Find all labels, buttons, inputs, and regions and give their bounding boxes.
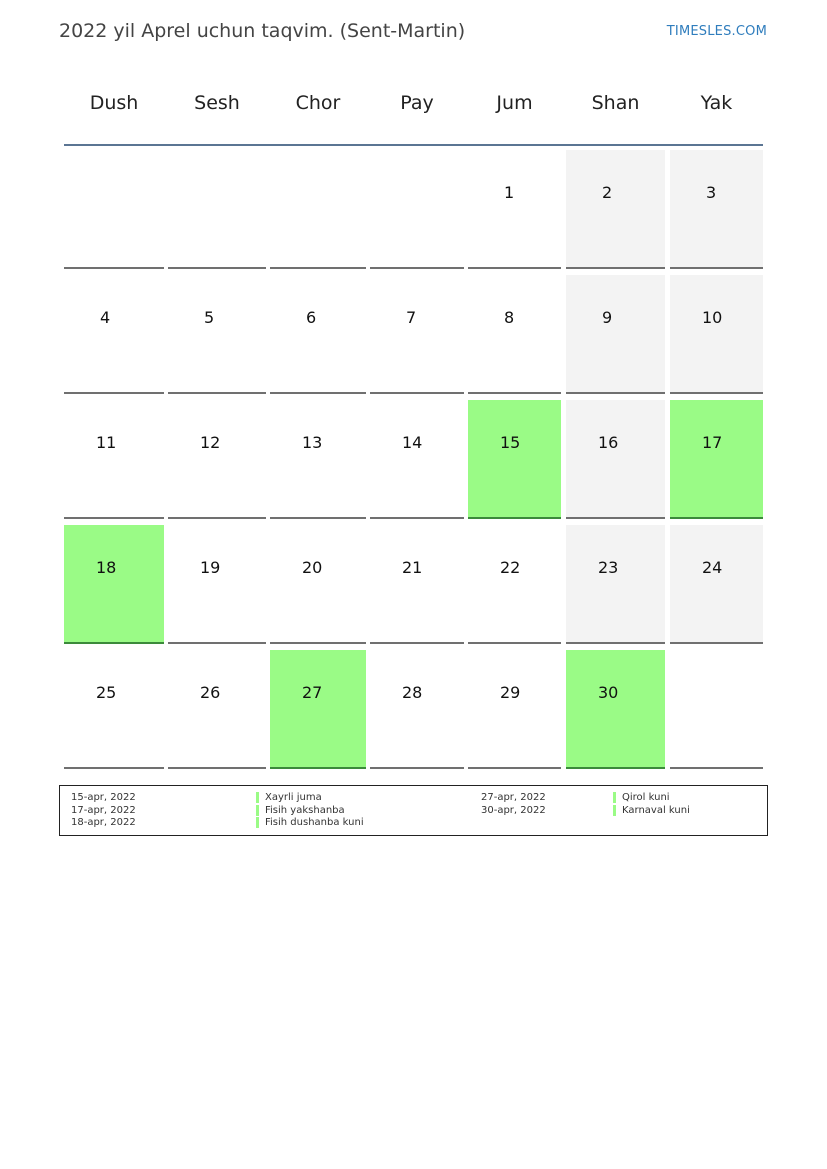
empty-day-cell bbox=[64, 150, 164, 269]
weekday-mon: Dush bbox=[89, 92, 139, 114]
day-cell bbox=[168, 275, 266, 394]
day-number: 30 bbox=[598, 683, 619, 702]
day-cell bbox=[270, 650, 366, 769]
empty-day-cell bbox=[370, 150, 464, 269]
day-number: 17 bbox=[702, 433, 723, 452]
day-number: 21 bbox=[402, 558, 423, 577]
day-number: 13 bbox=[302, 433, 323, 452]
day-cell bbox=[168, 650, 266, 769]
day-cell bbox=[64, 275, 164, 394]
day-cell bbox=[270, 275, 366, 394]
day-cell bbox=[468, 275, 561, 394]
day-cell bbox=[468, 525, 561, 644]
day-number: 14 bbox=[402, 433, 423, 452]
day-cell bbox=[566, 275, 665, 394]
day-cell bbox=[168, 400, 266, 519]
day-number: 24 bbox=[702, 558, 723, 577]
day-number: 27 bbox=[302, 683, 323, 702]
day-number: 15 bbox=[500, 433, 521, 452]
day-number: 20 bbox=[302, 558, 323, 577]
day-cell bbox=[566, 650, 665, 769]
day-cell bbox=[468, 150, 561, 269]
brand-link[interactable]: TIMESLES.COM bbox=[666, 24, 767, 39]
day-number: 18 bbox=[96, 558, 117, 577]
weekday-header-row bbox=[64, 78, 763, 146]
weekday-fri: Jum bbox=[496, 92, 533, 114]
day-cell bbox=[370, 275, 464, 394]
legend-holiday-name: Fisih dushanba kuni bbox=[256, 817, 364, 828]
day-number: 2 bbox=[602, 183, 613, 202]
day-cell bbox=[64, 400, 164, 519]
day-cell bbox=[670, 400, 763, 519]
day-number: 5 bbox=[204, 308, 215, 327]
day-cell bbox=[566, 400, 665, 519]
day-number: 22 bbox=[500, 558, 521, 577]
weekday-sat: Shan bbox=[591, 92, 640, 114]
day-number: 9 bbox=[602, 308, 613, 327]
day-number: 6 bbox=[306, 308, 317, 327]
empty-day-cell bbox=[670, 650, 763, 769]
day-number: 3 bbox=[706, 183, 717, 202]
weekday-thu: Pay bbox=[400, 92, 434, 114]
day-cell bbox=[566, 150, 665, 269]
legend-date: 30-apr, 2022 bbox=[481, 805, 546, 816]
day-number: 8 bbox=[504, 308, 515, 327]
legend-date: 27-apr, 2022 bbox=[481, 792, 546, 803]
day-cell bbox=[670, 275, 763, 394]
day-number: 1 bbox=[504, 183, 515, 202]
holiday-legend bbox=[59, 785, 768, 836]
day-number: 28 bbox=[402, 683, 423, 702]
day-cell bbox=[64, 525, 164, 644]
day-number: 19 bbox=[200, 558, 221, 577]
day-cell bbox=[670, 525, 763, 644]
legend-holiday-name: Fisih yakshanba bbox=[256, 805, 345, 816]
day-cell bbox=[370, 525, 464, 644]
day-cell bbox=[566, 525, 665, 644]
day-cell bbox=[270, 400, 366, 519]
day-cell bbox=[168, 525, 266, 644]
weekday-wed: Chor bbox=[295, 92, 341, 114]
day-cell bbox=[64, 650, 164, 769]
page-title: 2022 yil Aprel uchun taqvim. (Sent-Martin) bbox=[59, 20, 466, 42]
day-number: 4 bbox=[100, 308, 111, 327]
legend-date: 18-apr, 2022 bbox=[71, 817, 136, 828]
day-number: 10 bbox=[702, 308, 723, 327]
legend-holiday-name: Xayrli juma bbox=[256, 792, 322, 803]
legend-date: 17-apr, 2022 bbox=[71, 805, 136, 816]
day-number: 25 bbox=[96, 683, 117, 702]
legend-holiday-name: Karnaval kuni bbox=[613, 805, 690, 816]
weekday-tue: Sesh bbox=[194, 92, 240, 114]
empty-day-cell bbox=[168, 150, 266, 269]
day-cell bbox=[670, 150, 763, 269]
day-number: 7 bbox=[406, 308, 417, 327]
day-number: 29 bbox=[500, 683, 521, 702]
day-number: 16 bbox=[598, 433, 619, 452]
day-number: 26 bbox=[200, 683, 221, 702]
day-number: 11 bbox=[96, 433, 117, 452]
day-cell bbox=[370, 650, 464, 769]
legend-holiday-name: Qirol kuni bbox=[613, 792, 670, 803]
empty-day-cell bbox=[270, 150, 366, 269]
day-cell bbox=[270, 525, 366, 644]
day-number: 23 bbox=[598, 558, 619, 577]
day-number: 12 bbox=[200, 433, 221, 452]
day-cell bbox=[468, 650, 561, 769]
legend-date: 15-apr, 2022 bbox=[71, 792, 136, 803]
weekday-sun: Yak bbox=[700, 92, 733, 114]
day-cell bbox=[370, 400, 464, 519]
day-cell bbox=[468, 400, 561, 519]
